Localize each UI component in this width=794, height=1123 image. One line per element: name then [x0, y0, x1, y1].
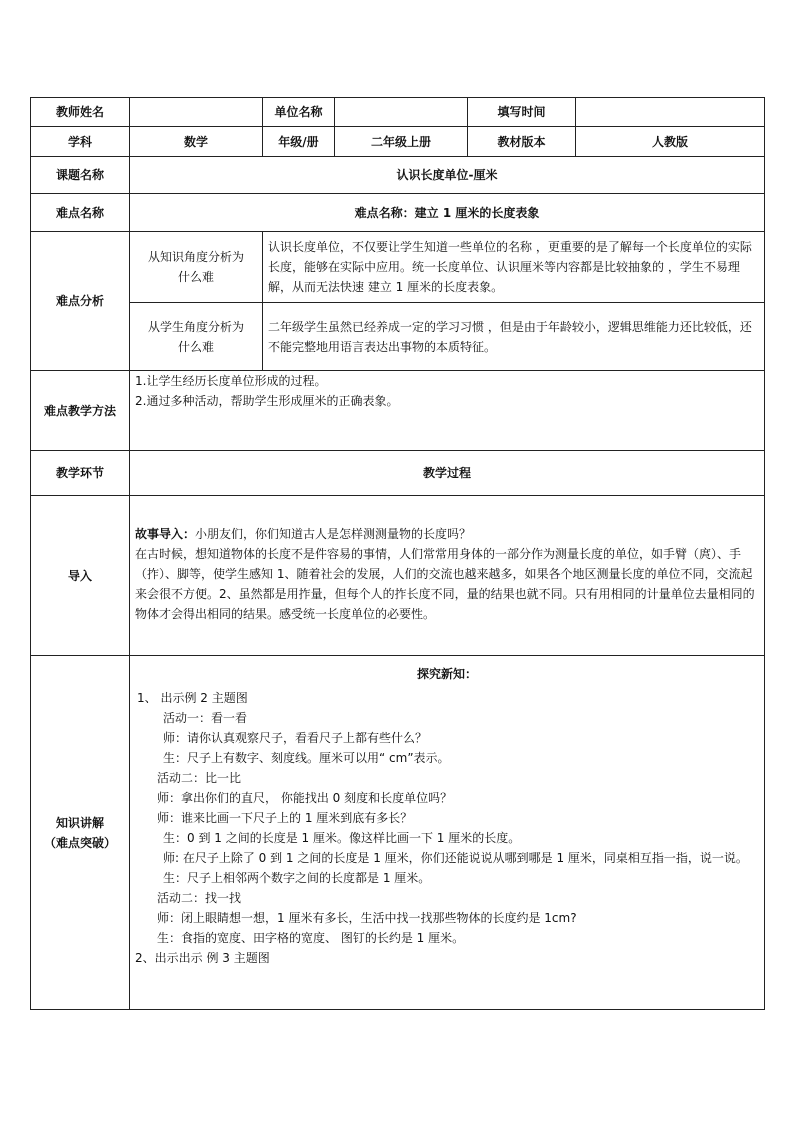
- student-angle-line-1: 从学生角度分析为: [147, 319, 244, 334]
- grade-value: 二年级上册: [335, 127, 468, 157]
- knowledge-line: 生：尺子上有数字、刻度线。厘米可以用“ cm”表示。: [163, 751, 450, 765]
- subject-value: 数学: [130, 127, 263, 157]
- knowledge-line: 活动二：找一找: [157, 891, 242, 905]
- analysis-label: 难点分析: [31, 232, 130, 371]
- method-line-1: 1.让学生经历长度单位形成的过程。: [135, 374, 327, 388]
- lesson-plan-table: [30, 97, 765, 1010]
- textbook-label: 教材版本: [468, 127, 576, 157]
- knowledge-angle-line-1: 从知识角度分析为: [147, 250, 244, 264]
- method-line-2: 2.通过多种活动，帮助学生形成厘米的正确表象。: [135, 394, 399, 408]
- process-header-row: [31, 451, 765, 496]
- difficulty-value: 难点名称：建立 1 厘米的长度表象: [130, 194, 765, 232]
- intro-label: 导入: [31, 496, 130, 656]
- knowledge-line: 生：食指的宽度、田字格的宽度、 图钉的长约是 1 厘米。: [157, 931, 465, 945]
- knowledge-line: 活动二：比一比: [157, 771, 242, 785]
- knowledge-line: 1、 出示例 2 主题图: [137, 691, 248, 705]
- process-label: 教学过程: [130, 451, 765, 496]
- knowledge-line: 师：闭上眼睛想一想，1 厘米有多长，生活中找一找那些物体的长度约是 1cm?: [157, 911, 577, 925]
- analysis-row-student: [31, 303, 765, 371]
- textbook-value: 人教版: [576, 127, 765, 157]
- knowledge-line: 师：请你认真观察尺子，看看尺子上都有些什么？: [163, 731, 428, 745]
- knowledge-line: 生：尺子上相邻两个数字之间的长度都是 1 厘米。: [163, 871, 431, 885]
- unit-value[interactable]: [335, 98, 468, 127]
- date-label: 填写时间: [468, 98, 576, 127]
- knowledge-row: [31, 656, 765, 1010]
- knowledge-line: 活动一：看一看: [163, 711, 248, 725]
- knowledge-line: 师: 在尺子上除了 0 到 1 之间的长度是 1 厘米，你们还能说说从哪到哪是 1 厘米，同桌相互指一指，说一说。: [163, 851, 748, 865]
- topic-value: 认识长度单位-厘米: [130, 157, 765, 194]
- student-angle-line-2: 什么难: [177, 339, 214, 354]
- knowledge-line: 生：0 到 1 之间的长度是 1 厘米。像这样比画一下 1 厘米的长度。: [163, 831, 521, 845]
- date-value[interactable]: [576, 98, 765, 127]
- knowledge-content: [130, 656, 765, 1010]
- intro-content: [130, 496, 765, 656]
- info-row: [31, 127, 765, 157]
- teacher-label: 教师姓名: [31, 98, 130, 127]
- grade-label: 年级/册: [263, 127, 335, 157]
- knowledge-heading: 探究新知：: [416, 667, 477, 681]
- knowledge-label: [31, 656, 130, 1010]
- method-text: [130, 371, 765, 451]
- knowledge-line: 师：谁来比画一下尺子上的 1 厘米到底有多长？: [157, 811, 413, 825]
- difficulty-label: 难点名称: [31, 194, 130, 232]
- knowledge-angle-label: [130, 232, 263, 303]
- header-row: [31, 98, 765, 127]
- difficulty-row: [31, 194, 765, 232]
- story-text: 在古时候，想知道物体的长度不是件容易的事情，人们常常用身体的一部分作为测量长度的单位，如手臂（庹）、手（拃）、脚等，使学生感知 1、随着社会的发展，人们的交流也越来越多，如果各个地区测量长度的单位不同，交流起来会很不方便。2、虽然都是用拃量，但每个人的拃长度不同，量的结果也就不同。只有用相同的计量单位去量相同的物体才会得出相同的结果。感受统一长度单位的必要性。: [135, 547, 755, 621]
- story-title: 故事导入：: [135, 527, 196, 541]
- story-question: 小朋友们，你们知道古人是怎样测测量物的长度吗？: [195, 527, 472, 541]
- student-angle-text: 二年级学生虽然已经养成一定的学习习惯 ，但是由于年龄较小，逻辑思维能力还比较低，还不能完整地用语言表达出事物的本质特征。: [263, 303, 765, 371]
- analysis-row-knowledge: [31, 232, 765, 303]
- story-question-line: [135, 524, 759, 544]
- student-angle-label: [130, 303, 263, 371]
- knowledge-label-line-1: 知识讲解: [55, 815, 104, 830]
- subject-label: 学科: [31, 127, 130, 157]
- knowledge-angle-line-2: 什么难: [177, 270, 214, 284]
- knowledge-line: 师：拿出你们的直尺， 你能找出 0 刻度和长度单位吗？: [157, 791, 453, 805]
- knowledge-line: 2、出示出示 例 3 主题图: [135, 951, 270, 965]
- knowledge-label-line-2: （难点突破）: [43, 835, 116, 850]
- method-row: [31, 371, 765, 451]
- stage-label: 教学环节: [31, 451, 130, 496]
- unit-label: 单位名称: [263, 98, 335, 127]
- topic-row: [31, 157, 765, 194]
- intro-row: [31, 496, 765, 656]
- method-label: 难点教学方法: [31, 371, 130, 451]
- knowledge-angle-text: 认识长度单位，不仅要让学生知道一些单位的名称 ，更重要的是了解每一个长度单位的实际长度，能够在实际中应用。统一长度单位、认识厘米等内容都是比较抽象的 ，学生不易理解，从而无法快速 建立 1 厘米的长度表象。: [263, 232, 765, 303]
- teacher-value[interactable]: [130, 98, 263, 127]
- topic-label: 课题名称: [31, 157, 130, 194]
